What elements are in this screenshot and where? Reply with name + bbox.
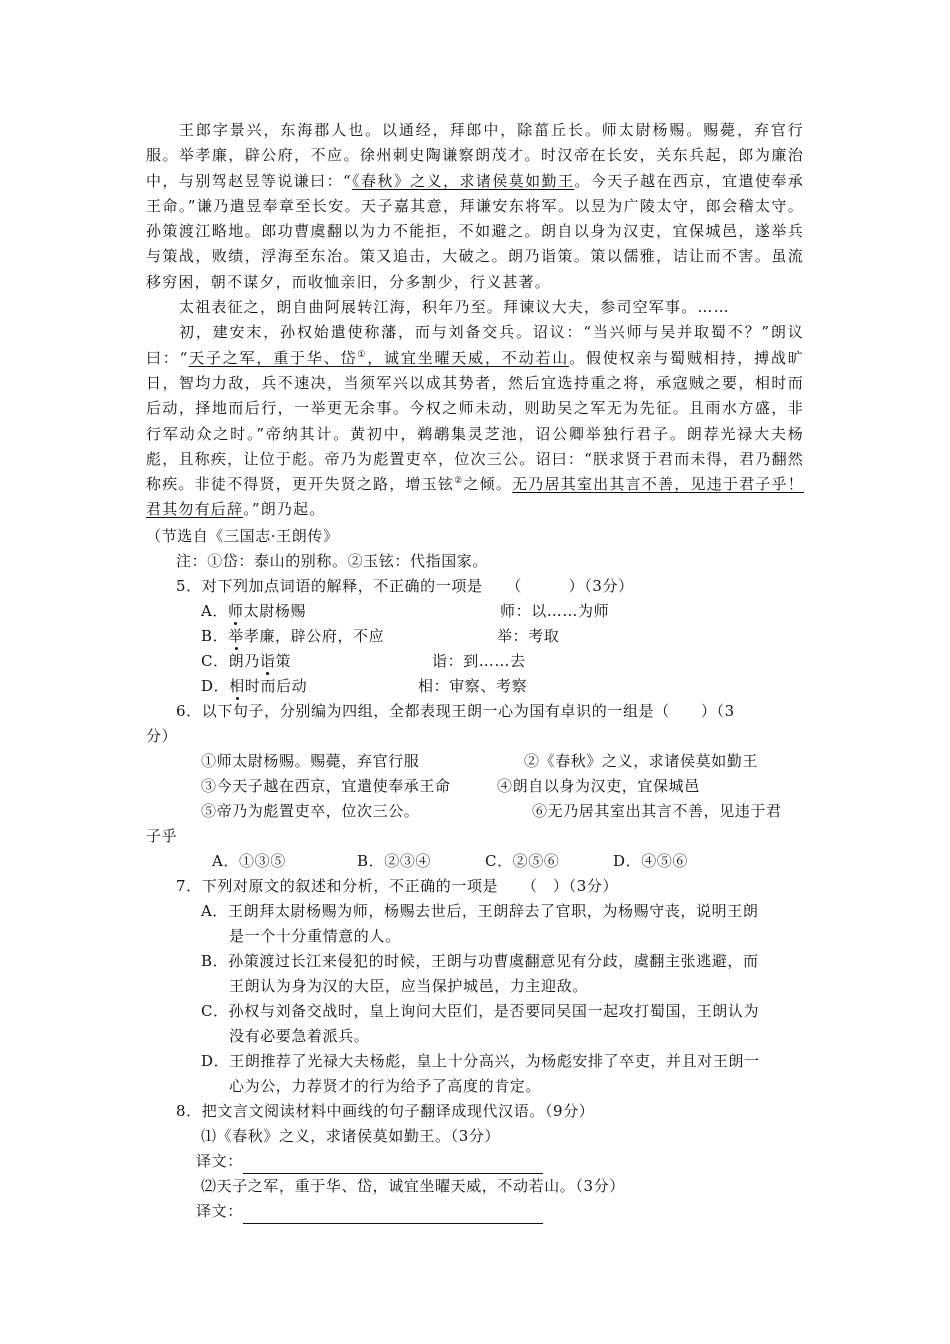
q5-gloss-c: 诣：到……去 [432,652,526,670]
q5-gloss-a: 师：以……为师 [500,602,610,620]
q6-choice-d: D．④⑤⑥ [613,852,689,870]
q6-item-6-cont: 子乎 [146,827,178,845]
question-8-stem: 8．把文言文阅读材料中画线的句子翻译成现代汉语。（9分） [176,1102,595,1120]
q6-item-1: ①师太尉杨赐。赐薨，弃官行服 [201,752,420,770]
underlined-part: ，诚宜坐曜天威，不动若山 [367,348,570,367]
q6-choice-c: C．②⑤⑥ [485,852,560,870]
answer-blank-1[interactable] [243,1157,543,1174]
underlined-sentence-1: 《春秋》之义，求诸侯莫如勤王 [351,171,575,190]
answer-blank-2[interactable] [243,1207,543,1224]
q6-item-5: ⑤帝乃为彪置吏卒，位次三公。 [201,802,420,820]
q8-sentence-2: ⑵天子之军，重于华、岱，诚宜坐曜天威，不动若山。（3分） [201,1177,625,1195]
passage-paragraph-3 [146,320,804,522]
passage-text: 之倾。 [463,475,513,494]
passage-text: 。假使权亲与蜀贼相持，搏战旷日，智均力敌，兵不速决，当须军兴以成其势者，然后宜选持重之将，承寇贼之要，相时而后动，择地而后行，一举更无余事。今权之师未动，则助吴之军无为先征。且雨水方盛，非行军动众之时。”帝纳其计。黄初中，鹈鹕集灵芝池，诏公卿举独行君子。朗荐光禄大夫杨彪，且称疾，让位于彪。帝乃为彪置吏卒，位次三公。诏曰：“朕求贤于君而未得，君乃翻然称疾。非徒不得贤，更开失贤之路，增玉铉 [146,348,804,494]
question-6-stem: 6．以下句子，分别编为四组，全都表现王朗一心为国有卓识的一组是（ ）（3 [176,702,735,720]
q6-item-4: ④朗自以身为汉吏，宜保城邑 [497,777,700,795]
q7-option-c: C．孙权与刘备交战时，皇上询问大臣们，是否要同吴国一起攻打蜀国，王朗认为 [201,1002,760,1020]
q8-answer-2 [196,1199,543,1224]
q5-gloss-d: 相：审察、考察 [418,677,528,695]
q8-sentence-1: ⑴《春秋》之义，求诸侯莫如勤王。（3分） [201,1127,501,1145]
footnotes: 注：①岱：泰山的别称。②玉铉：代指国家。 [176,552,489,570]
dotted-word: 师 [228,602,244,620]
passage-text: 。”朗乃起。 [243,500,326,519]
q5-gloss-b: 举：考取 [497,627,560,645]
q7-option-b: B．孙策渡过长江来侵犯的时候，王朗与功曹虞翻意见有分歧，虞翻主张逃避，而 [201,952,759,970]
q7-option-a-cont: 是一个十分重情意的人。 [229,927,401,945]
question-7-stem: 7．下列对原文的叙述和分析，不正确的一项是 （ ）（3分） [176,877,619,895]
dotted-word: 诣 [259,652,276,670]
dotted-word: 举 [228,627,244,645]
passage-text: 王郎字景兴，东海郡人也。以通经，拜郎中，除菑丘长。师太尉杨赐。赐薨，弃官行服。举孝廉，辟公府，不应。徐州刺史陶谦察朗茂才。时汉帝在长安，关东兵起，郎为廉治中，与别驾赵昱等说谦曰：“ [146,121,804,190]
passage-paragraph-2 [146,295,804,320]
question-5-stem: 5．对下列加点词语的解释，不正确的一项是 （ ）（3分） [176,577,634,595]
underlined-part: 天子之军，重于华、岱 [188,348,358,367]
footnote-mark-1: ① [357,349,368,360]
answer-label: 译文： [196,1152,243,1170]
q8-answer-1 [196,1149,543,1174]
q6-choice-a: A．①③⑤ [212,852,286,870]
passage-paragraph-1 [146,118,804,295]
q6-choice-b: B．②③④ [357,852,432,870]
passage-text: 初，建安末，孙权始遣使称藩，而与刘备交兵。诏议：“当兴师与吴并取蜀不？”朗议曰：“ [146,323,804,367]
passage-text: 太祖表征之，朗自曲阿展转江海，积年乃至。拜谏议大夫，参司空军事。…… [179,298,730,317]
q6-item-2: ②《春秋》之义，求诸侯莫如勤王 [524,752,759,770]
q7-option-a: A．王朗拜太尉杨赐为师，杨赐去世后，王朗辞去了官职，为杨赐守丧，说明王朗 [201,902,759,920]
footnote-mark-2: ② [454,476,464,487]
q5-option-b: B．举孝廉，辟公府，不应 [201,627,385,645]
underlined-sentence-2 [189,349,570,367]
q7-option-d: D．王朗推荐了光禄大夫杨彪，皇上十分高兴，为杨彪安排了卒吏，并且对王朗一 [201,1052,760,1070]
q7-option-c-cont: 没有必要急着派兵。 [229,1027,370,1045]
q5-option-a: A．师太尉杨赐 [201,602,307,620]
source-citation: （节选自《三国志·王朗传》 [146,527,339,545]
question-6-stem-cont: 分） [146,727,178,745]
q6-item-3: ③今天子越在西京，宜遣使奉承王命 [201,777,451,795]
classical-passage [146,118,804,523]
passage-text: 。今天子越在西京，宜遣使奉承王命。”谦乃遣昱奉章至长安。天子嘉其意，拜谦安东将军。以昱为广陵太守，郎会稽太守。孙策渡江略地。郎功曹虞翻以为力不能拒，不如避之。朗自以身为汉吏，宜保城邑，遂举兵与策战，败绩，浮海至东冶。策又追击，大破之。朗乃诣策。策以儒雅，诘让而不害。虽流移穷困，朝不谋夕，而收恤亲旧，分多割少，行义甚著。 [146,171,804,291]
q7-option-d-cont: 心为公，力荐贤才的行为给予了高度的肯定。 [229,1077,542,1095]
q5-option-c: C．朗乃诣策 [201,652,292,670]
dotted-word: 相 [229,677,245,695]
q7-option-b-cont: 王朗认为身为汉的大臣，应当保护城邑，力主迎敌。 [229,977,588,995]
underlined-sentence-3: 无乃居其室出其言不善，见违于君子乎！君其勿有后辞 [146,475,804,519]
q5-option-d: D．相时而后动 [201,677,308,695]
q6-item-6: ⑥无乃居其室出其言不善，见违于君 [532,802,782,820]
answer-label: 译文： [196,1202,243,1220]
